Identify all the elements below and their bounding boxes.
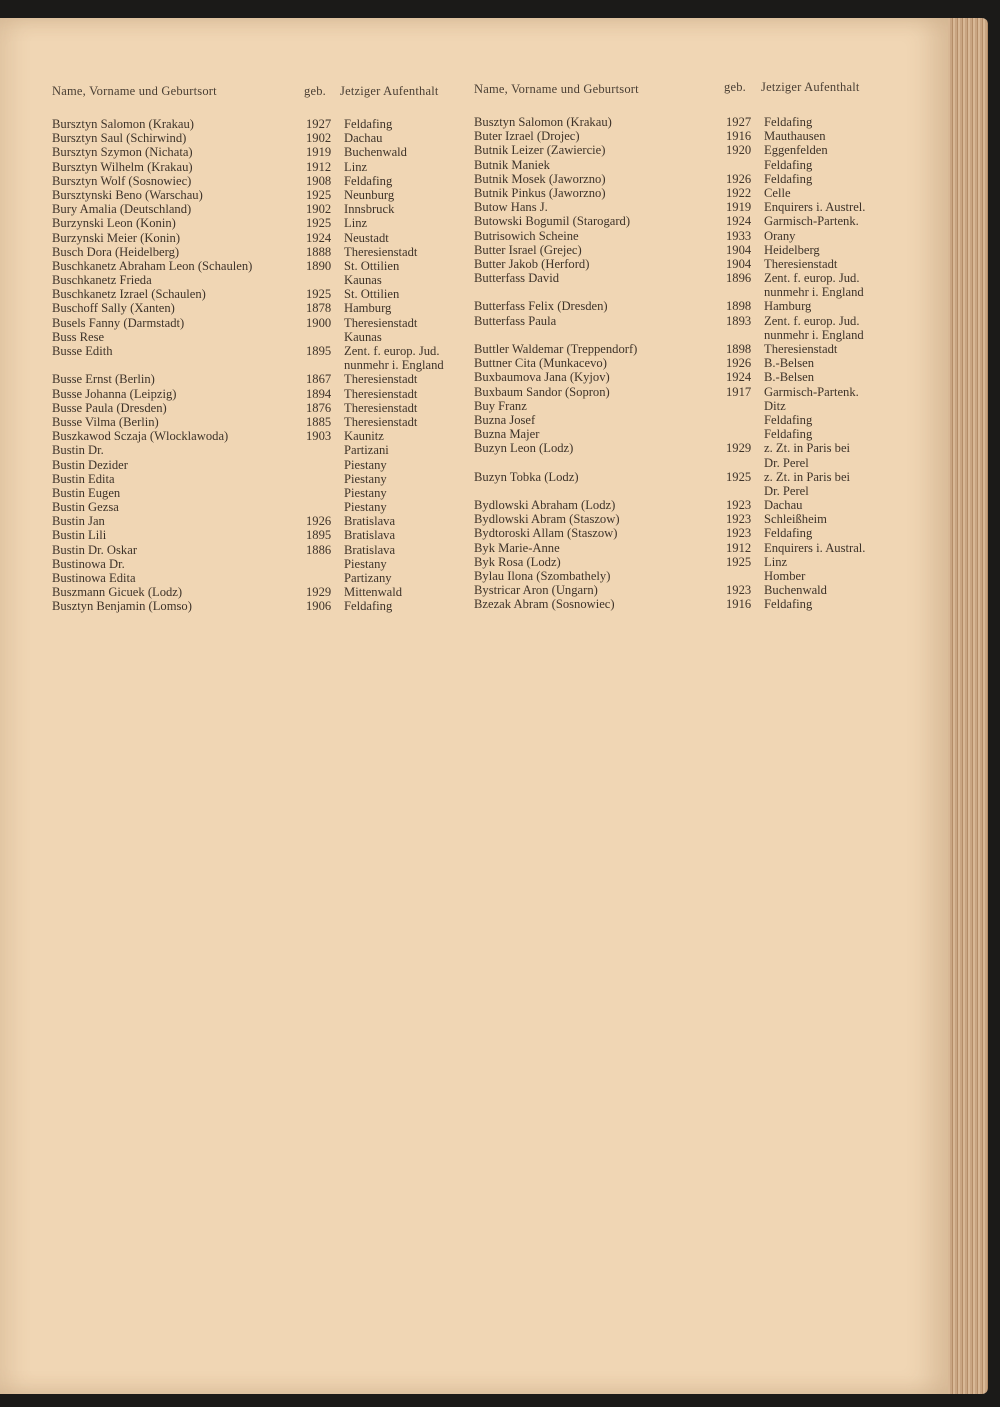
register-row [474, 541, 914, 555]
register-row [474, 484, 914, 498]
register-row [474, 143, 914, 157]
entry-year: 1923 [726, 512, 752, 527]
register-row [474, 555, 914, 569]
register-row [474, 299, 914, 313]
register-row [52, 401, 482, 415]
register-row [52, 543, 482, 557]
entry-year: 1904 [726, 256, 752, 271]
left-header-name: Name, Vorname und Geburtsort [52, 84, 217, 98]
entry-name: Busztyn Benjamin (Lomso) [52, 599, 192, 614]
entry-year: 1919 [726, 200, 752, 215]
entry-place: Bratislava [344, 542, 396, 557]
register-row [52, 231, 482, 245]
entry-year: 1933 [726, 228, 752, 243]
register-row [474, 569, 914, 583]
right-header-year: geb. [724, 80, 746, 94]
entry-place: Orany [764, 228, 796, 243]
entry-name: Buter Izrael (Drojec) [474, 129, 580, 144]
register-row [474, 370, 914, 384]
register-row [52, 429, 482, 443]
entry-year: 1898 [726, 299, 752, 314]
register-row [474, 385, 914, 399]
entry-place: Feldafing [344, 599, 393, 614]
entry-name: Buszmann Gicuek (Lodz) [52, 585, 183, 600]
entry-place: Zent. f. europ. Jud. [344, 344, 440, 358]
entry-name: Busels Fanny (Darmstadt) [52, 315, 185, 330]
entry-place: Piestany [344, 457, 387, 472]
entry-name: Buschkanetz Abraham Leon (Schaulen) [52, 258, 253, 273]
entry-place: Dr. Perel [764, 483, 809, 498]
document-page [0, 18, 948, 1394]
entry-year: 1916 [726, 129, 752, 144]
entry-year: 1893 [726, 313, 752, 328]
entry-name: Buss Rese [52, 329, 105, 344]
entry-name: Buzyn Leon (Lodz) [474, 441, 574, 456]
entry-place: Dr. Perel [764, 455, 809, 470]
register-row [474, 158, 914, 172]
entry-place: Garmisch-Partenk. [764, 214, 859, 229]
entry-place: Kaunas [344, 273, 382, 288]
entry-year: 1903 [306, 429, 332, 444]
entry-place: Theresienstadt [344, 414, 418, 429]
entry-year: 1926 [306, 514, 332, 529]
entry-place: Feldafing [764, 115, 813, 129]
entry-name: Bzezak Abram (Sosnowiec) [474, 597, 615, 612]
register-row [52, 599, 482, 613]
entry-year: 1896 [726, 271, 752, 286]
entry-name: Bustin Gezsa [52, 500, 119, 515]
entry-name: Butow Hans J. [474, 200, 548, 215]
entry-year: 1876 [306, 400, 332, 415]
entry-name: Bustinowa Edita [52, 571, 136, 585]
register-row [52, 330, 482, 344]
left-header-place: Jetziger Aufenthalt [340, 84, 439, 98]
entry-name: Buttler Waldemar (Treppendorf) [474, 342, 638, 356]
entry-name: Bydtoroski Allam (Staszow) [474, 526, 618, 541]
entry-year: 1919 [306, 145, 332, 160]
entry-year: 1924 [726, 214, 752, 229]
register-row [52, 259, 482, 273]
register-row [52, 486, 482, 500]
entry-name: Bydlowski Abraham (Lodz) [474, 498, 616, 513]
entry-year: 1925 [726, 554, 752, 569]
entry-place: Celle [764, 185, 791, 200]
register-row [474, 243, 914, 257]
register-row [52, 443, 482, 457]
register-row [52, 458, 482, 472]
entry-name: Burzynski Leon (Konin) [52, 216, 176, 231]
entry-name: Busse Vilma (Berlin) [52, 414, 159, 429]
entry-name: Busch Dora (Heidelberg) [52, 244, 180, 259]
entry-year: 1917 [726, 384, 752, 399]
register-row [474, 597, 914, 611]
right-register-column [474, 115, 914, 612]
entry-year: 1867 [306, 372, 332, 387]
entry-year: 1898 [726, 342, 752, 356]
entry-name: Buxbaum Sandor (Sopron) [474, 384, 610, 399]
register-row [52, 358, 482, 372]
entry-place: Feldafing [344, 173, 393, 188]
entry-name: Bursztyn Salomon (Krakau) [52, 117, 194, 131]
entry-place: Linz [344, 159, 368, 174]
entry-name: Butowski Bogumil (Starogard) [474, 214, 631, 229]
entry-place: nunmehr i. England [764, 327, 864, 342]
entry-name: Bydlowski Abram (Staszow) [474, 512, 620, 527]
register-row [52, 387, 482, 401]
register-row [52, 287, 482, 301]
entry-name: Butnik Mosek (Jaworzno) [474, 171, 606, 186]
entry-year: 1922 [726, 185, 752, 200]
entry-year: 1923 [726, 583, 752, 598]
entry-place: Neunburg [344, 187, 395, 202]
left-register-column [52, 117, 482, 614]
entry-year: 1927 [726, 115, 752, 129]
entry-place: Kaunas [344, 329, 382, 344]
entry-year: 1902 [306, 202, 332, 217]
entry-place: Garmisch-Partenk. [764, 384, 859, 399]
entry-place: nunmehr i. England [344, 358, 444, 373]
entry-name: Bustin Jan [52, 514, 105, 529]
register-row [52, 585, 482, 599]
entry-place: Theresienstadt [344, 315, 418, 330]
register-row [52, 301, 482, 315]
register-row [474, 285, 914, 299]
entry-name: Butter Israel (Grejec) [474, 242, 582, 257]
entry-place: Theresienstadt [764, 256, 838, 271]
entry-name: Bursztyn Wolf (Sosnowiec) [52, 173, 192, 188]
entry-place: Linz [344, 216, 368, 231]
entry-place: Mauthausen [764, 129, 826, 144]
register-row [52, 528, 482, 542]
entry-year: 1923 [726, 498, 752, 513]
register-row [474, 413, 914, 427]
entry-place: Partizani [344, 443, 389, 458]
register-row [52, 160, 482, 174]
entry-name: Butter Jakob (Herford) [474, 256, 590, 271]
register-row [52, 500, 482, 514]
register-row [52, 344, 482, 358]
entry-place: Feldafing [764, 157, 813, 172]
register-row [474, 129, 914, 143]
entry-name: Bustin Lili [52, 528, 107, 543]
entry-year: 1908 [306, 173, 332, 188]
entry-name: Busse Edith [52, 344, 113, 358]
register-row [474, 356, 914, 370]
entry-place: Partizany [344, 571, 392, 585]
entry-name: Buzna Josef [474, 412, 536, 427]
entry-name: Butrisowich Scheine [474, 228, 579, 243]
register-row [474, 314, 914, 328]
entry-place: Feldafing [764, 412, 813, 427]
entry-name: Bursztyn Saul (Schirwind) [52, 131, 187, 146]
entry-place: Zent. f. europ. Jud. [764, 271, 860, 286]
entry-place: Feldafing [764, 526, 813, 541]
entry-name: Bystricar Aron (Ungarn) [474, 583, 598, 598]
entry-name: Bustinowa Dr. [52, 556, 125, 571]
entry-place: Zent. f. europ. Jud. [764, 313, 860, 328]
entry-name: Butterfass Felix (Dresden) [474, 299, 608, 314]
entry-name: Buschkanetz Frieda [52, 273, 152, 288]
entry-name: Buzna Majer [474, 427, 540, 442]
register-row [474, 229, 914, 243]
entry-name: Bursztyn Wilhelm (Krakau) [52, 159, 193, 174]
register-row [474, 186, 914, 200]
register-row [52, 188, 482, 202]
entry-year: 1888 [306, 244, 332, 259]
entry-place: St. Ottilien [344, 287, 400, 302]
entry-place: Neustadt [344, 230, 389, 245]
entry-year: 1926 [726, 356, 752, 371]
entry-place: Dachau [344, 131, 383, 146]
entry-place: Feldafing [764, 597, 813, 612]
register-row [474, 441, 914, 455]
entry-name: Buxbaumova Jana (Kyjov) [474, 370, 610, 385]
entry-name: Buzyn Tobka (Lodz) [474, 469, 579, 484]
register-row [474, 427, 914, 441]
entry-place: Linz [764, 554, 788, 569]
register-row [474, 342, 914, 356]
entry-year: 1885 [306, 414, 332, 429]
register-row [474, 271, 914, 285]
entry-name: Buschoff Sally (Xanten) [52, 301, 175, 316]
register-row [52, 131, 482, 145]
entry-place: B.-Belsen [764, 356, 815, 371]
entry-name: Busztyn Salomon (Krakau) [474, 115, 612, 129]
entry-place: Mittenwald [344, 585, 403, 600]
entry-place: Homber [764, 569, 806, 583]
entry-place: Theresienstadt [344, 400, 418, 415]
register-row [474, 328, 914, 342]
entry-name: Busse Johanna (Leipzig) [52, 386, 177, 401]
entry-place: Piestany [344, 500, 387, 515]
entry-name: Busse Paula (Dresden) [52, 400, 167, 415]
entry-place: Theresienstadt [344, 372, 418, 387]
register-row [52, 316, 482, 330]
register-row [52, 372, 482, 386]
entry-year: 1894 [306, 386, 332, 401]
entry-year: 1925 [726, 469, 752, 484]
register-row [52, 216, 482, 230]
entry-place: Buchenwald [764, 583, 827, 598]
entry-year: 1912 [726, 540, 752, 555]
entry-year: 1925 [306, 287, 332, 302]
entry-name: Bustin Dr. [52, 443, 104, 458]
register-row [474, 115, 914, 129]
entry-place: z. Zt. in Paris bei [764, 441, 851, 456]
register-row [52, 415, 482, 429]
entry-year: 1925 [306, 216, 332, 231]
entry-year: 1924 [726, 370, 752, 385]
entry-year: 1895 [306, 344, 332, 358]
register-row [474, 456, 914, 470]
entry-place: Heidelberg [764, 242, 820, 257]
register-row [474, 172, 914, 186]
entry-place: Theresienstadt [344, 386, 418, 401]
entry-year: 1925 [306, 187, 332, 202]
entry-place: Bratislava [344, 514, 396, 529]
entry-year: 1920 [726, 143, 752, 158]
entry-place: Piestany [344, 471, 387, 486]
register-row [52, 117, 482, 131]
entry-name: Butnik Leizer (Zawiercie) [474, 143, 606, 158]
register-row [474, 512, 914, 526]
entry-year: 1902 [306, 131, 332, 146]
entry-year: 1923 [726, 526, 752, 541]
entry-place: St. Ottilien [344, 258, 400, 273]
entry-name: Buszkawod Sczaja (Wlocklawoda) [52, 429, 229, 444]
entry-place: Enquirers i. Austrel. [764, 200, 866, 215]
entry-place: Buchenwald [344, 145, 407, 160]
entry-place: Feldafing [764, 427, 813, 442]
entry-year: 1929 [726, 441, 752, 456]
entry-year: 1912 [306, 159, 332, 174]
right-header-name: Name, Vorname und Geburtsort [474, 82, 639, 96]
register-row [474, 470, 914, 484]
entry-year: 1900 [306, 315, 332, 330]
entry-year: 1927 [306, 117, 332, 131]
entry-place: Piestany [344, 556, 387, 571]
entry-place: Hamburg [344, 301, 392, 316]
entry-place: Enquirers i. Austral. [764, 540, 866, 555]
entry-name: Butterfass Paula [474, 313, 557, 328]
entry-name: Butnik Pinkus (Jaworzno) [474, 185, 606, 200]
entry-place: Ditz [764, 398, 786, 413]
entry-name: Byk Rosa (Lodz) [474, 554, 561, 569]
entry-year: 1916 [726, 597, 752, 612]
register-row [474, 200, 914, 214]
entry-year: 1878 [306, 301, 332, 316]
entry-name: Butterfass David [474, 271, 559, 286]
entry-name: Bustin Edita [52, 471, 115, 486]
register-row [52, 202, 482, 216]
entry-place: Theresienstadt [764, 342, 838, 356]
entry-name: Buy Franz [474, 398, 527, 413]
entry-name: Bury Amalia (Deutschland) [52, 202, 192, 217]
entry-place: B.-Belsen [764, 370, 815, 385]
entry-place: Kaunitz [344, 429, 384, 444]
register-row [474, 526, 914, 540]
entry-name: Byk Marie-Anne [474, 540, 560, 555]
entry-place: Piestany [344, 485, 387, 500]
entry-name: Bursztyn Szymon (Nichata) [52, 145, 193, 160]
entry-year: 1886 [306, 542, 332, 557]
entry-name: Bylau Ilona (Szombathely) [474, 569, 611, 583]
right-header-place: Jetziger Aufenthalt [761, 80, 860, 94]
entry-name: Bustin Dezider [52, 457, 128, 472]
register-row [52, 514, 482, 528]
entry-year: 1929 [306, 585, 332, 600]
register-row [52, 571, 482, 585]
register-row [474, 583, 914, 597]
entry-year: 1904 [726, 242, 752, 257]
entry-year: 1906 [306, 599, 332, 614]
entry-year: 1895 [306, 528, 332, 543]
register-row [52, 145, 482, 159]
entry-place: Feldafing [764, 171, 813, 186]
entry-place: Eggenfelden [764, 143, 828, 158]
entry-name: Busse Ernst (Berlin) [52, 372, 155, 387]
register-row [52, 245, 482, 259]
register-row [52, 273, 482, 287]
entry-name: Bursztynski Beno (Warschau) [52, 187, 203, 202]
register-row [52, 174, 482, 188]
entry-year: 1924 [306, 230, 332, 245]
entry-name: Bustin Dr. Oskar [52, 542, 138, 557]
entry-year: 1926 [726, 171, 752, 186]
entry-name: Burzynski Meier (Konin) [52, 230, 181, 245]
register-row [474, 498, 914, 512]
register-row [474, 257, 914, 271]
entry-name: Buschkanetz Izrael (Schaulen) [52, 287, 206, 302]
register-row [52, 557, 482, 571]
entry-year: 1890 [306, 258, 332, 273]
entry-place: Innsbruck [344, 202, 395, 217]
register-row [474, 214, 914, 228]
entry-place: Dachau [764, 498, 803, 513]
entry-name: Butnik Maniek [474, 157, 550, 172]
entry-place: Schleißheim [764, 512, 827, 527]
entry-place: Hamburg [764, 299, 812, 314]
entry-place: z. Zt. in Paris bei [764, 469, 851, 484]
entry-place: Theresienstadt [344, 244, 418, 259]
entry-name: Bustin Eugen [52, 485, 121, 500]
register-row [474, 399, 914, 413]
entry-place: nunmehr i. England [764, 285, 864, 300]
entry-name: Buttner Cita (Munkacevo) [474, 356, 607, 371]
entry-place: Feldafing [344, 117, 393, 131]
entry-place: Bratislava [344, 528, 396, 543]
left-header-year: geb. [304, 84, 326, 98]
register-row [52, 472, 482, 486]
